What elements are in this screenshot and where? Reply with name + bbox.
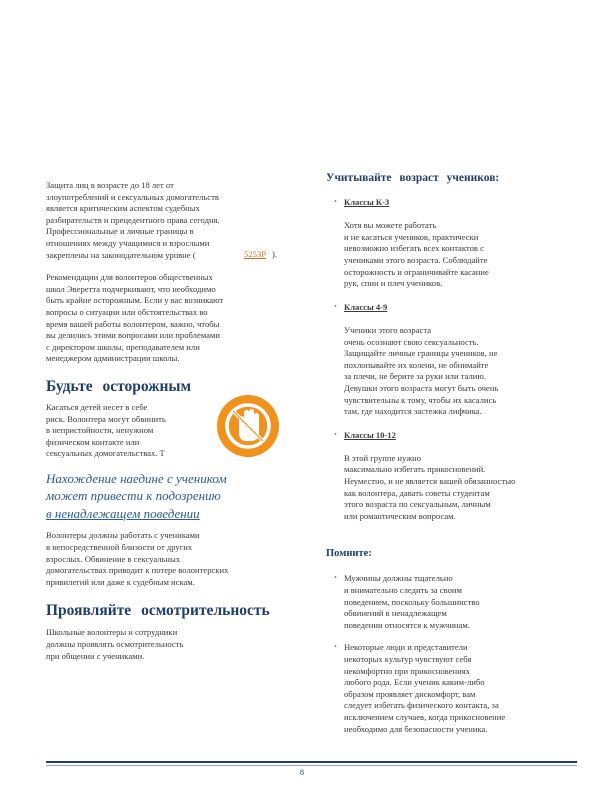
remember-heading: Помните: [326, 548, 372, 560]
right-column [326, 172, 576, 735]
no-touch-hand-icon [217, 395, 279, 457]
alone-text: Волонтеры должны работать с учениками в непосредственной близости от других взрослых. Обвинение в сексуальных домогательствах приводит к потере волонтерских привилегий или даже к судебным искам. [46, 530, 229, 587]
remember-item-cultures: • Некоторые люди и представители некоторых культур чувствуют себя некомфортно при прикосновениях любого рода. Если ученик каким-либо образом проявляет дискомфорт, вам следует избегать физического контакта, за исключением случаев, когда прикосновение необходимо для безопасности ученика. [334, 642, 576, 735]
recommend-paragraph: Рекомендации для волонтеров общественных школ Эверетта подчеркивают, что необходимо быть крайне осторожным. Если у вас возникают вопросы о ситуации или обстоятельствах во время вашей работы волонтером, важно, чтобы вы делились этими вопросами или проблемами с директором школы, преподавателем или менеджером администрации школы. [46, 272, 224, 364]
footer-rule [46, 761, 577, 763]
page-number: 8 [300, 768, 304, 777]
prudence-heading: Проявляйте осмотрительность [46, 602, 270, 620]
footer-rule-thin [46, 765, 577, 766]
careful-text: Касаться детей несет в себе риск. Волонтера могут обвинить в непристойности, ненужном физическом контакте или сексуальных домогательствах. Т [46, 401, 166, 459]
intro-paragraph: Защита лиц в возрасте до 18 лет от злоупотреблений и сексуальных домогательств является критическим аспектом судебных разбирательств и прецедентного права сегодня. Профессиональные и личные границы в отношениях между учащимися и взрослыми закреплены на законодательном уровне ( [46, 180, 220, 260]
alone-warning: Нахождение наедине с учеником может привести к подозрению в ненадлежащем поведении [46, 470, 227, 521]
remember-item-men: • Мужчины должны тщательно и внимательно следить за своим поведением, поскольку большинство обвинений в ненадлежащем поведении относятся к мужчинам. [334, 573, 576, 631]
policy-reference-link[interactable]: 5253P [244, 249, 266, 259]
age-group-4-9: • Классы 4-9 Ученики этого возраста очень осознают свою сексуальность. Защищайте личные границы учеников, не похлопывайте их колени, не обнимайте за плечи, не берите за руки или талию. Девушки этого возраста могут быть очень чувствительны к тому, чтобы их касались там, где находится застежка лифчика. [334, 302, 576, 418]
age-group-10-12: • Классы 10-12 В этой группе нужно максимально избегать прикосновений. Неуместно, и не является вашей обязанностью как волонтера, давать советы студентам этого возраста по сексуальным, личным или романтическим вопросам. [334, 430, 576, 523]
prudence-text: Школьные волонтеры и сотрудники должны проявлять осмотрительность при общении с учениками. [46, 627, 184, 661]
policy-reference-end: ). [272, 249, 278, 259]
age-heading: Учитывайте возраст учеников: [326, 172, 500, 184]
careful-heading: Будьте осторожным [46, 377, 192, 395]
age-group-k3: • Классы К-3 Хотя вы можете работать и не касаться учеников, практически невозможно избегать всех контактов с учениками этого возраста. Соблюдайте осторожность и ограничивайте касание рук, спин и плеч учеников. [334, 197, 576, 290]
